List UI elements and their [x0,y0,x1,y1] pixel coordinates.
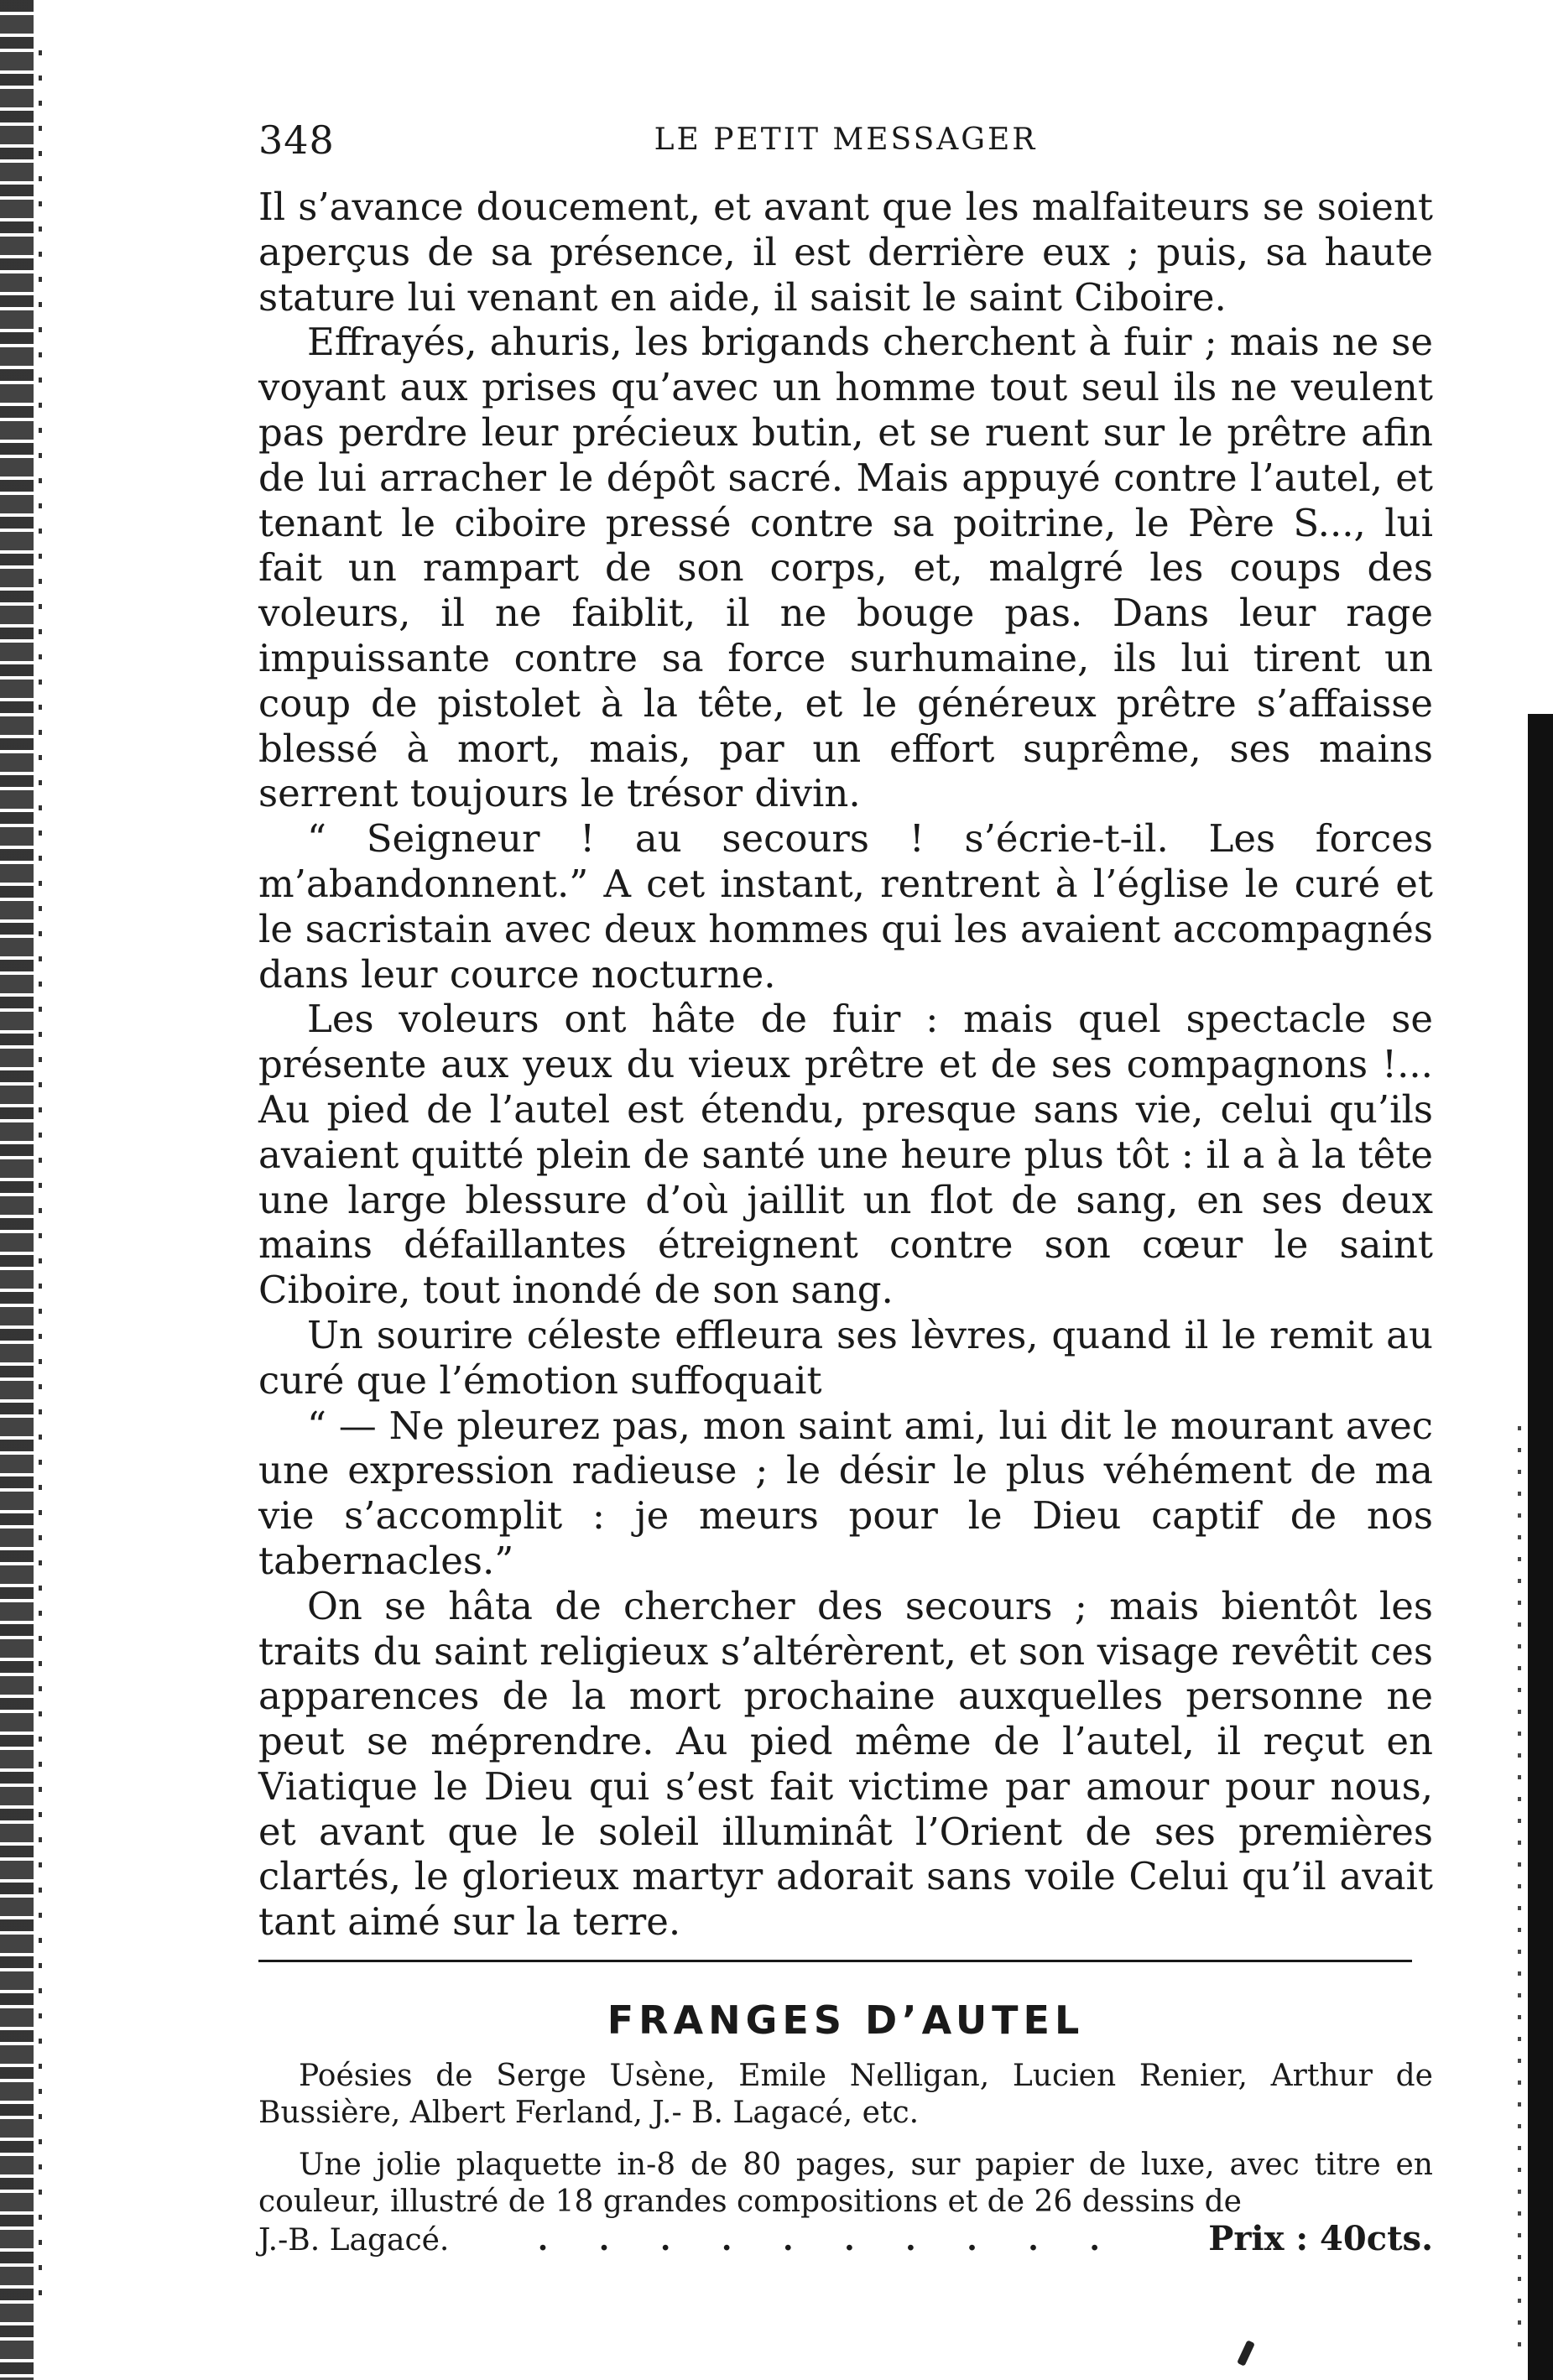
paragraph: On se hâta de chercher des secours ; mais bientôt les traits du saint religieux s’altérèrent, et son visage revêtit ces apparences de la mort prochaine auxquelles personne ne peut se méprendre. Au pied même de l’autel, il reçut en Viatique le Dieu qui s’est fait victime par amour pour nous, et avant que le soleil illuminât l’Orient de ses premières clartés, le glorieux martyr adorait sans voile Celui qu’il avait tant aimé sur la terre. [258,1583,1433,1945]
scan-edge-left-specks [39,50,42,2315]
ink-speck [1237,2340,1255,2366]
advert-price: Prix : 40cts. [1208,2219,1433,2259]
page-number: 348 [258,117,335,163]
paragraph: Effrayés, ahuris, les brigands cherchent à fuir ; mais ne se voyant aux prises qu’avec un homme tout seul ils ne veulent pas perdre leur précieux butin, et se ruent sur le prêtre afin de lui arracher le dépôt sacré. Mais appuyé contre l’autel, et tenant le ciboire pressé contre sa poitrine, le Père S..., lui fait un rampart de son corps, et, malgré les coups des voleurs, il ne faiblit, il ne bouge pas. Dans leur rage impuissante contre sa force surhumaine, ils lui tirent un coup de pistolet à la tête, et le généreux prêtre s’affaisse blessé à mort, mais, par un effort suprême, ses mains serrent toujours le trésor divin. [258,320,1433,816]
advert-credit: J.-B. Lagacé. [258,2223,450,2258]
advert-leader-dots: . . . . . . . . . . [537,2222,1120,2258]
scan-edge-right-specks [1518,1426,1521,2349]
advert-description: Une jolie plaquette in-8 de 80 pages, sur papier de luxe, avec titre en couleur, illustré de 18 grandes compositions et de 26 dessins de [258,2148,1433,2220]
running-head [258,101,1433,185]
advert-authors: Poésies de Serge Usène, Emile Nelligan, Lucien Renier, Arthur de Bussière, Albert Ferland, J.- B. Lagacé, etc. [258,2059,1433,2131]
paragraph: “ Seigneur ! au secours ! s’écrie-t-il. Les forces m’abandonnent.” A cet instant, rentrent à l’église le curé et le sacristain avec deux hommes qui les avaient accompagnés dans leur cource nocturne. [258,816,1433,997]
scan-edge-left [0,0,34,2380]
running-head-title: LE PETIT MESSAGER [654,122,1038,157]
paragraph: Les voleurs ont hâte de fuir : mais quel spectacle se présente aux yeux du vieux prêtre et de ses compagnons !... Au pied de l’autel est étendu, presque sans vie, celui qu’ils avaient quitté plein de santé une heure plus tôt : il a à la tête une large blessure d’où jaillit un flot de sang, en ses deux mains défaillantes étreignent contre son cœur le saint Ciboire, tout inondé de son sang. [258,997,1433,1313]
advert-price-line [258,2221,1433,2259]
advert-text [258,2058,1433,2259]
scan-edge-right [1528,0,1553,2380]
section-divider [258,1960,1412,1962]
page [258,101,1433,2259]
paragraph: Il s’avance doucement, et avant que les malfaiteurs se soient aperçus de sa présence, il est derrière eux ; puis, sa haute stature lui venant en aide, il saisit le saint Ciboire. [258,185,1433,320]
advert-title: FRANGES D’AUTEL [607,1997,1085,2044]
paragraph: “ — Ne pleurez pas, mon saint ami, lui dit le mourant avec une expression radieuse ; le désir le plus véhément de ma vie s’accomplit : je meurs pour le Dieu captif de nos tabernacles.” [258,1403,1433,1583]
body-text [258,185,1433,1945]
paragraph: Un sourire céleste effleura ses lèvres, quand il le remit au curé que l’émotion suffoquait [258,1312,1433,1403]
